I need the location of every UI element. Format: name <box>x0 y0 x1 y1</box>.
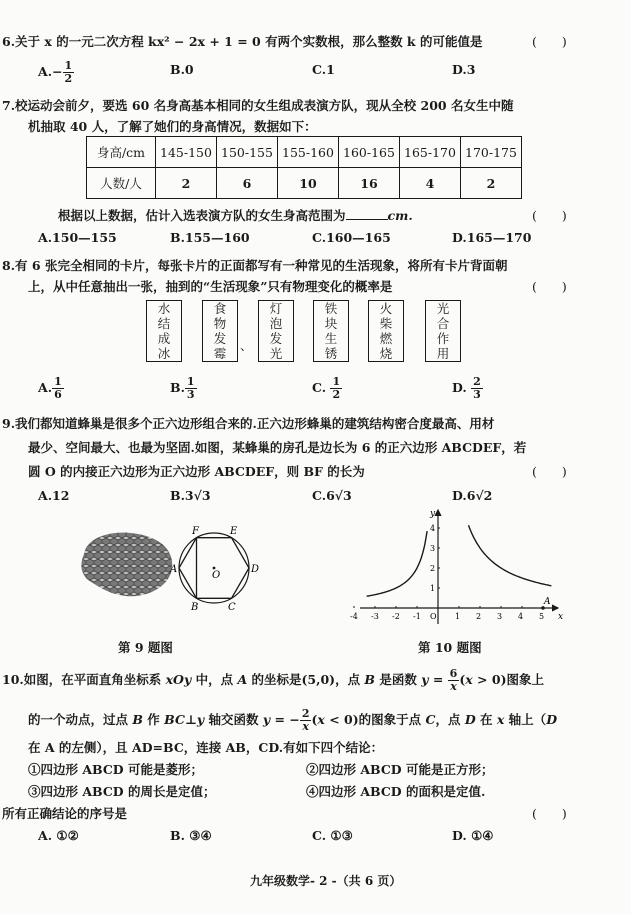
table-header: 150-155 <box>217 137 278 168</box>
q7-line2: 机抽取 40 人，了解了她们的身高情况，数据如下： <box>28 119 317 134</box>
table-header: 170-175 <box>461 137 522 168</box>
page-footer: 九年级数学- 2 -（共 6 页） <box>250 874 402 888</box>
q10-line2: 的一个动点，过点 B 作 BC⊥y 轴交函数 y = − $\frac{2}{x}$ (x < 0)的图象于点 C，点 D 在 x 轴上（D <box>28 707 558 733</box>
label-b: B <box>191 602 199 613</box>
y-tick-label: 1 <box>430 584 436 593</box>
q8-option-c: C. $\frac{1}{2}$ <box>312 375 341 401</box>
label-f: F <box>192 526 199 537</box>
q7-option-d: D.165—170 <box>452 230 532 245</box>
conclusion-3: ③四边形 ABCD 的周长是定值； <box>28 784 216 799</box>
q8-paren: ( ) <box>532 279 567 294</box>
q10-option-d: D. ①④ <box>452 828 494 843</box>
conclusion-2: ②四边形 ABCD 可能是正方形； <box>306 762 494 777</box>
q9-option-a: A.12 <box>38 488 70 503</box>
q9-line1: 9.我们都知道蜂巢是很多个正六边形组合来的.正六边形蜂巢的建筑结构密合度最高、用材 <box>2 416 495 431</box>
q7-option-a: A.150—155 <box>38 230 117 245</box>
x-tick-label: 2 <box>476 612 482 621</box>
q10-ask: 所有正确结论的序号是 <box>2 806 128 821</box>
table-cell: 2 <box>156 168 217 199</box>
card-3: 灯 泡 发 光 <box>258 300 294 362</box>
table-header: 145-150 <box>156 137 217 168</box>
q7-option-c: C.160—165 <box>312 230 391 245</box>
x-tick-label: 5 <box>539 612 545 621</box>
q10-line3: 在 A 的左侧），且 AD=BC，连接 AB，CD.有如下四个结论： <box>28 740 384 755</box>
q7-option-b: B.155—160 <box>170 230 250 245</box>
q6-option-d: D.3 <box>452 62 476 77</box>
y-tick-label: 4 <box>430 524 436 533</box>
q9-option-b: B.3√3 <box>170 488 211 503</box>
conclusion-1: ①四边形 ABCD 可能是菱形； <box>28 762 203 777</box>
q8-option-a: A. $\frac{1}{6}$ <box>38 375 62 401</box>
x-tick-label: O <box>430 612 437 621</box>
x-tick-label: -1 <box>413 612 421 621</box>
label-d: D <box>251 564 260 575</box>
card-5: 火 柴 燃 烧 <box>368 300 404 362</box>
q6-option-c: C.1 <box>312 62 335 77</box>
table-cell: 16 <box>339 168 400 199</box>
q10-option-b: B. ③④ <box>170 828 212 843</box>
q9-option-c: C.6√3 <box>312 488 352 503</box>
table-header: 155-160 <box>278 137 339 168</box>
curve-y-neg-2-over-x <box>367 531 428 596</box>
y-axis-label: y <box>430 509 436 519</box>
q10-option-a: A. ①② <box>38 828 79 843</box>
table-row <box>87 137 522 168</box>
q9-caption: 第 9 题图 <box>118 640 173 655</box>
height-table <box>86 136 522 199</box>
q8-option-d: D. $\frac{2}{3}$ <box>452 375 481 401</box>
table-cell: 人数/人 <box>87 168 156 199</box>
card-separator: 、 <box>240 338 253 353</box>
conclusion-4: ④四边形 ABCD 的面积是定值. <box>306 784 486 799</box>
hexagon-figure <box>168 524 268 612</box>
q10-paren: ( ) <box>532 806 567 821</box>
table-header: 165-170 <box>400 137 461 168</box>
honeycomb-image <box>78 524 178 604</box>
table-cell: 10 <box>278 168 339 199</box>
table-cell: 4 <box>400 168 461 199</box>
q10-line1: 10.如图，在平面直角坐标系 xOy 中，点 A 的坐标是(5,0)，点 B 是函数 y = $\frac{6}{x}$ (x > 0)图象上 <box>2 667 544 693</box>
q6-option-a: A.− $\frac{1}{2}$ <box>38 59 73 85</box>
x-axis-label: x <box>558 612 564 622</box>
label-a: A <box>170 564 178 575</box>
y-tick-label: 3 <box>430 544 436 553</box>
card-4: 铁 块 生 锈 <box>313 300 349 362</box>
q10-option-c: C. ①③ <box>312 828 353 843</box>
q9-line2: 最少、空间最大、也最为坚固.如图，某蜂巢的房孔是边长为 6 的正六边形 ABCDEF，若 <box>28 440 527 455</box>
q9-paren: ( ) <box>532 464 567 479</box>
y-tick-label: 2 <box>430 564 436 573</box>
q9-line3: 圆 O 的内接正六边形为正六边形 ABCDEF，则 BF 的长为 <box>28 464 365 479</box>
label-e: E <box>230 526 238 537</box>
q6-stem: 6.关于 x 的一元二次方程 kx² − 2x + 1 = 0 有两个实数根，那么整数 k 的可能值是 <box>2 34 483 49</box>
x-tick-label: 1 <box>455 612 461 621</box>
q10-graph <box>350 506 564 626</box>
q7-line1: 7.校运动会前夕，要选 60 名身高基本相同的女生组成表演方队，现从全校 200 名女生中随 <box>2 98 514 113</box>
card-6: 光 合 作 用 <box>425 300 461 362</box>
q6-option-b: B.0 <box>170 62 194 77</box>
x-tick-label: 4 <box>518 612 524 621</box>
q9-option-d: D.6√2 <box>452 488 493 503</box>
x-tick-label: -2 <box>392 612 400 621</box>
table-header: 160-165 <box>339 137 400 168</box>
card-2: 食 物 发 霉 <box>202 300 238 362</box>
table-cell: 2 <box>461 168 522 199</box>
label-c: C <box>228 602 236 613</box>
q8-line2: 上，从中任意抽出一张，抽到的“生活现象”只有物理变化的概率是 <box>28 279 393 294</box>
q8-option-b: B. $\frac{1}{3}$ <box>170 375 195 401</box>
label-point-a: A <box>544 597 551 607</box>
label-o: O <box>212 570 221 581</box>
q6-paren: ( ) <box>532 34 567 49</box>
table-row <box>87 168 522 199</box>
card-1: 水 结 成 冰 <box>146 300 182 362</box>
q10-caption: 第 10 题图 <box>418 640 482 655</box>
x-tick-label: -3 <box>371 612 379 621</box>
x-tick-label: 3 <box>497 612 503 621</box>
table-header: 身高/cm <box>87 137 156 168</box>
table-cell: 6 <box>217 168 278 199</box>
q8-line1: 8.有 6 张完全相同的卡片，每张卡片的正面都写有一种常见的生活现象，将所有卡片背面朝 <box>2 258 508 273</box>
q7-paren: ( ) <box>532 208 567 223</box>
q7-question: 根据以上数据，估计入选表演方队的女生身高范围为 cm. <box>58 208 413 223</box>
x-tick-label: -4 <box>350 612 358 621</box>
curve-y-6-over-x <box>469 525 552 586</box>
